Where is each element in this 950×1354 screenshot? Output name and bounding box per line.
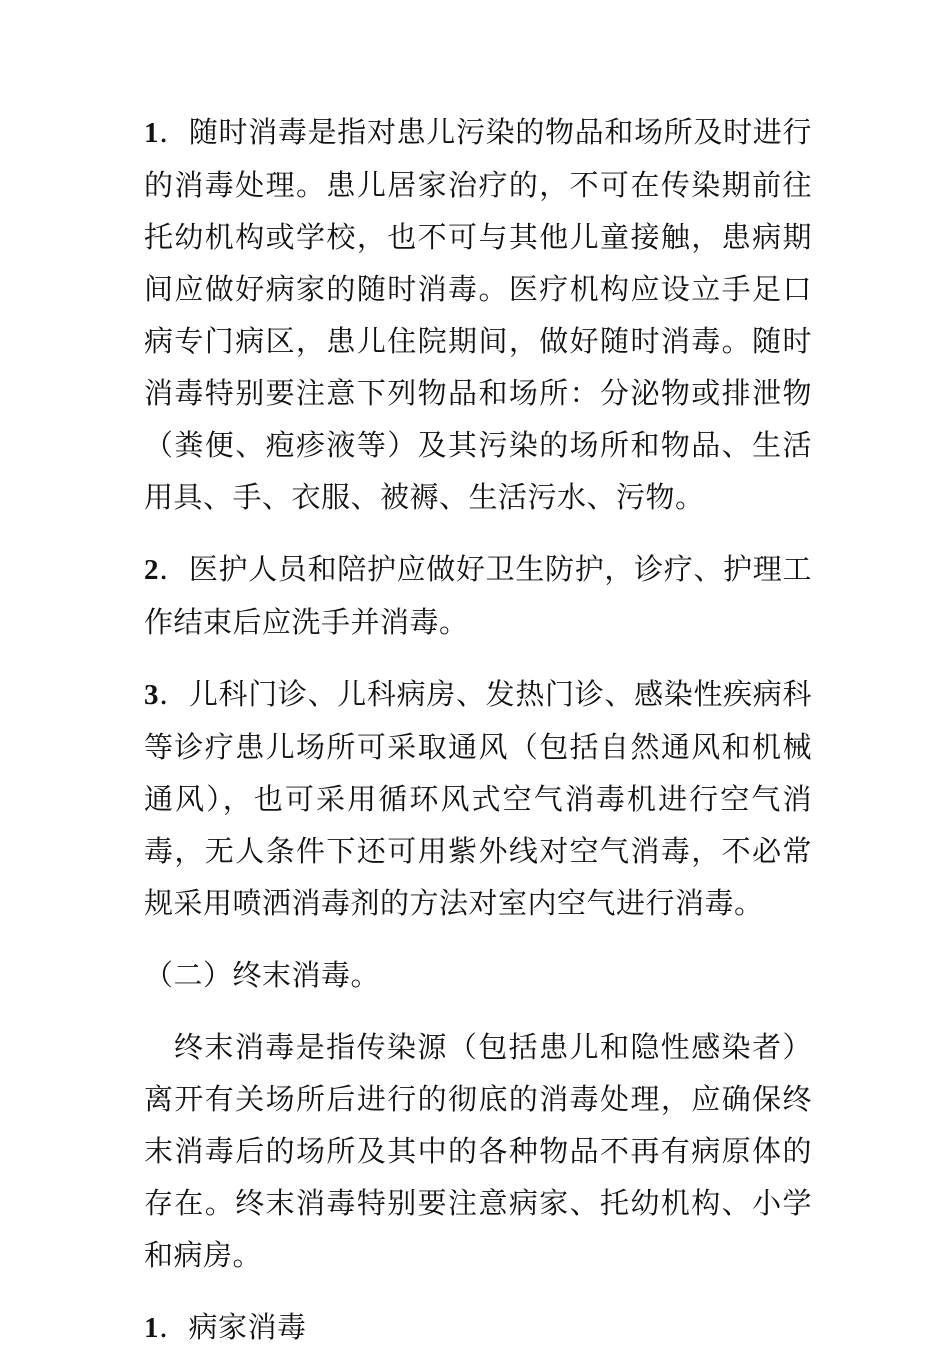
paragraph-text: ．医护人员和陪护应做好卫生防护，诊疗、护理工作结束后应洗手并消毒。 <box>144 552 812 639</box>
paragraph-4: 终末消毒是指传染源（包括患儿和隐性感染者）离开有关场所后进行的彻底的消毒处理，应确保终末消毒后的场所及其中的各种物品不再有病原体的存在。终末消毒特别要注意病家、托幼机构、小学和病房。 <box>144 1030 812 1272</box>
paragraph-2 <box>144 543 812 648</box>
paragraph-5 <box>144 1301 812 1354</box>
paragraph-text: ．病家消毒 <box>159 1310 307 1344</box>
section-heading: （二）终末消毒。 <box>144 958 381 992</box>
paragraph-text: ．随时消毒是指对患儿污染的物品和场所及时进行的消毒处理。患儿居家治疗的，不可在传染期前往托幼机构或学校，也不可与其他儿童接触，患病期间应做好病家的随时消毒。医疗机构应设立手足口病专门病区，患儿住院期间，做好随时消毒。随时消毒特别要注意下列物品和场所：分泌物或排泄物（粪便、疱疹液等）及其污染的场所和物品、生活用具、手、衣服、被褥、生活污水、污物。 <box>144 115 812 514</box>
paragraph-1 <box>144 106 812 523</box>
item-number: 1 <box>144 1312 159 1344</box>
document-body <box>144 106 812 1354</box>
paragraph-3 <box>144 668 812 929</box>
paragraph-text: ．儿科门诊、儿科病房、发热门诊、感染性疾病科等诊疗患儿场所可采取通风（包括自然通风和机械通风），也可采用循环风式空气消毒机进行空气消毒，无人条件下还可用紫外线对空气消毒，不必常规采用喷洒消毒剂的方法对室内空气进行消毒。 <box>144 677 812 920</box>
item-number: 3 <box>144 679 159 711</box>
item-number: 1 <box>144 117 159 149</box>
item-number: 2 <box>144 554 159 586</box>
